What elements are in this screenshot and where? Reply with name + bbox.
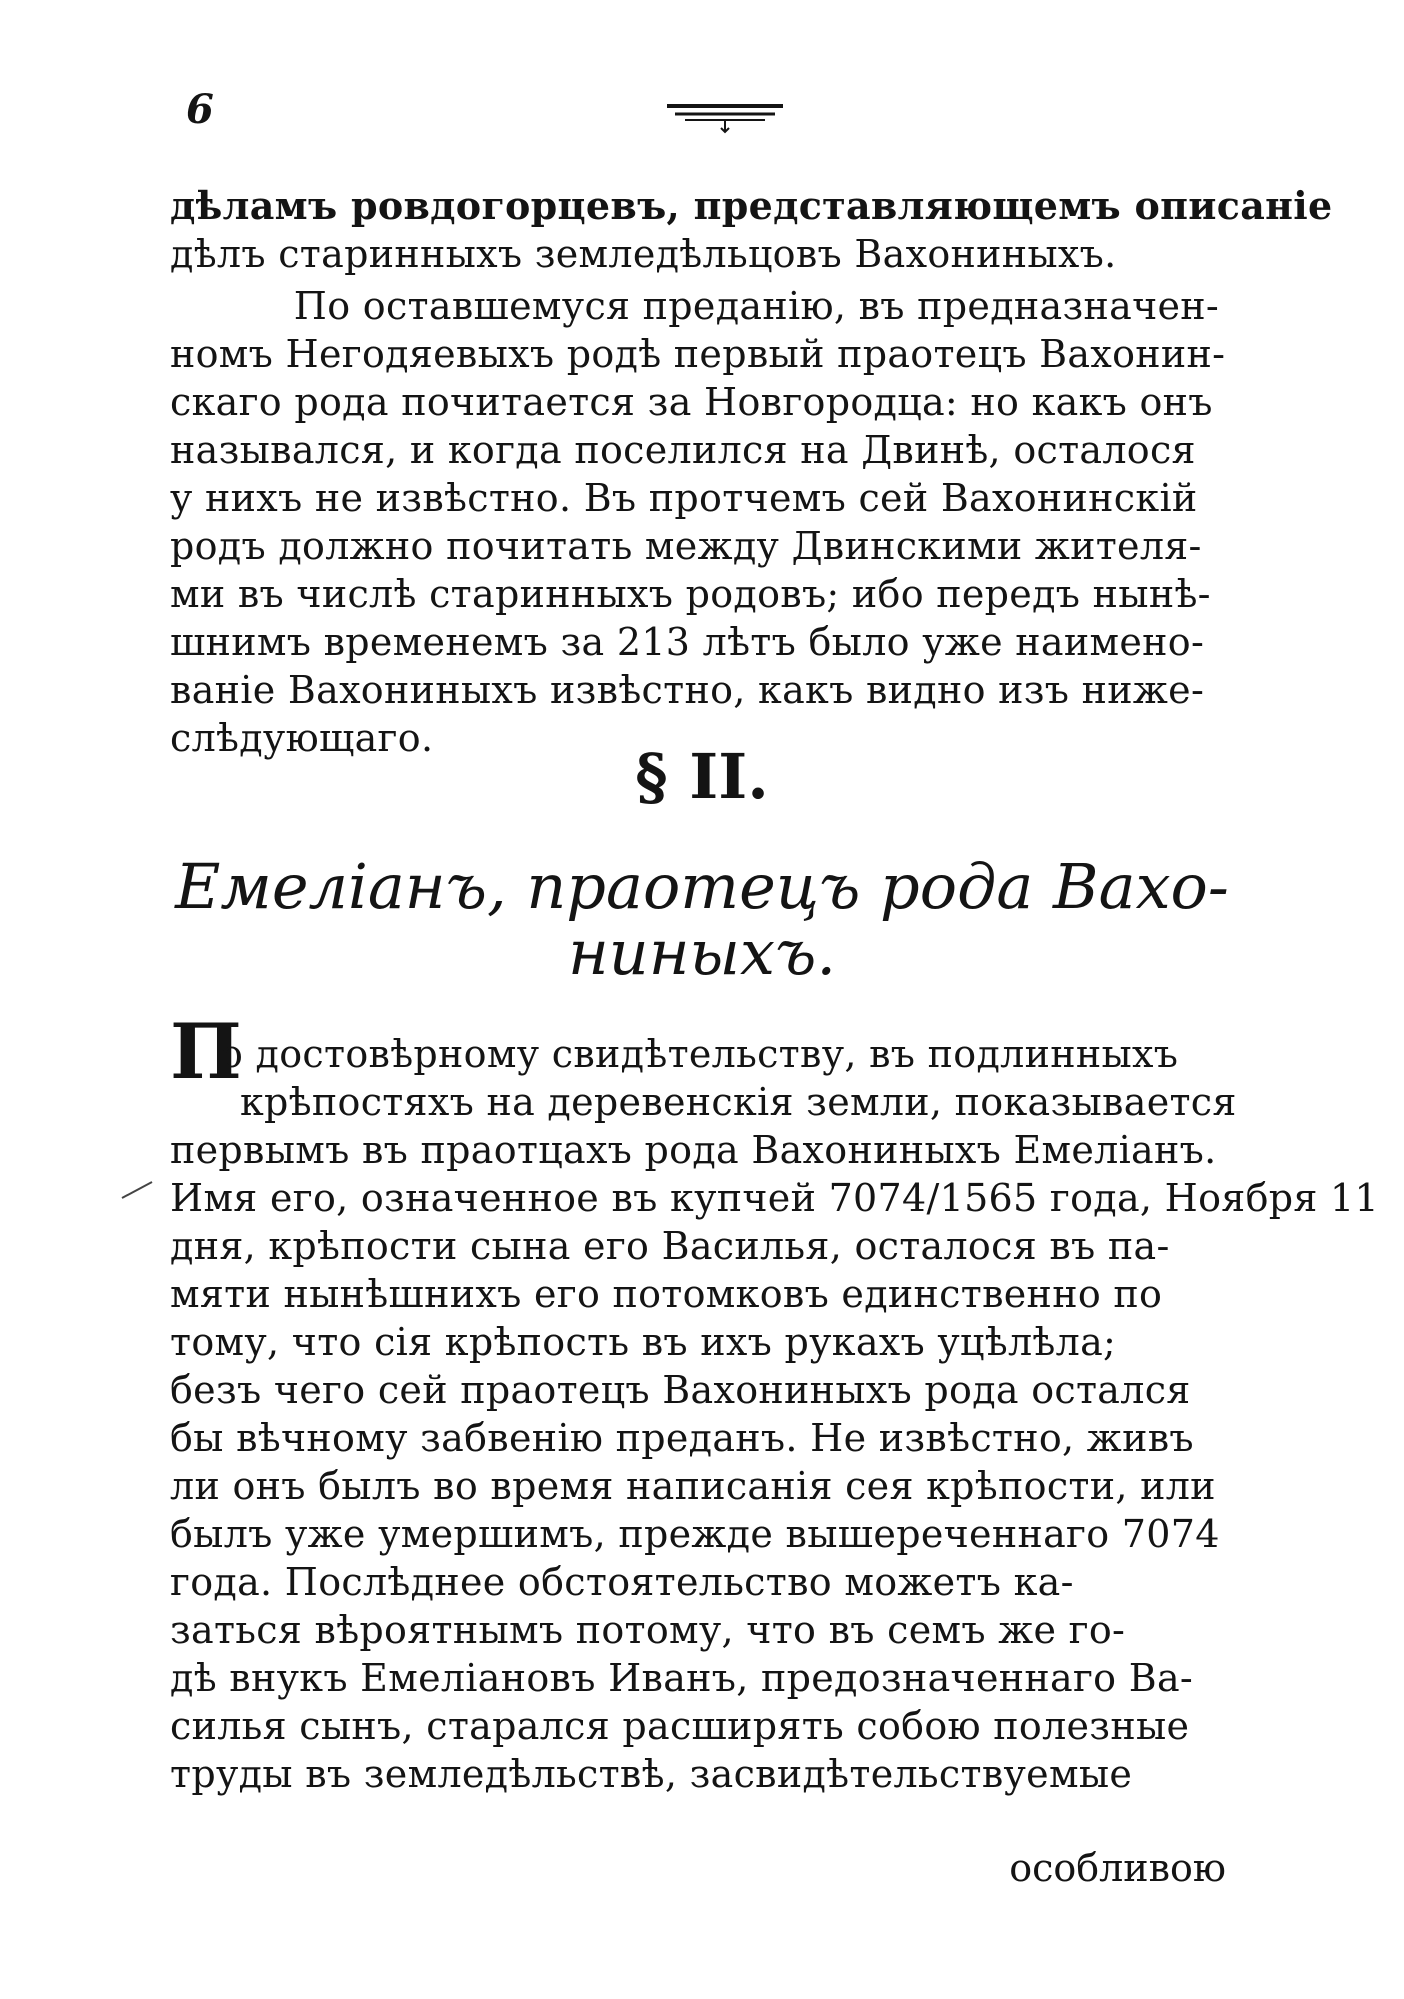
intro-line-9: ми въ числѣ старинныхъ родовъ; ибо передъ нынѣ- [170,572,1211,616]
body-line-6: мяти нынѣшнихъ его потомковъ единственно по [170,1272,1163,1316]
body-line-3: первымъ въ праотцахъ рода Вахониныхъ Емеліанъ. [170,1128,1217,1172]
body-line-2: крѣпостяхъ на деревенскія земли, показывается [240,1080,1237,1124]
body-line-14: дѣ внукъ Емеліановъ Иванъ, предозначеннаго Ва- [170,1656,1194,1700]
intro-line-11: ваніе Вахониныхъ извѣстно, какъ видно изъ ниже- [170,668,1205,712]
body-line-15: силья сынъ, старался расширять собою полезные [170,1704,1190,1748]
section-heading-line-1: Емеліанъ, праотецъ рода Вахо- [175,850,1229,923]
section-mark: § II. [635,740,769,813]
margin-pencil-mark [120,1180,154,1200]
page-number: 6 [186,86,214,133]
body-line-8: безъ чего сей праотецъ Вахониныхъ рода остался [170,1368,1191,1412]
intro-line-5: скаго рода почитается за Новгородца: но какъ онъ [170,380,1213,424]
body-line-1: о достовѣрному свидѣтельству, въ подлинныхъ [220,1032,1179,1076]
body-line-4: Имя его, означенное въ купчей 7074/1565 года, Ноября 11 [170,1176,1379,1220]
intro-line-10: шнимъ временемъ за 213 лѣтъ было уже наимено- [170,620,1205,664]
intro-line-7: у нихъ не извѣстно. Въ протчемъ сей Вахонинскій [170,476,1198,520]
body-line-12: года. Послѣднее обстоятельство можетъ ка- [170,1560,1074,1604]
body-line-11: былъ уже умершимъ, прежде вышереченнаго 7074 [170,1512,1220,1556]
body-line-5: дня, крѣпости сына его Василья, осталося въ па- [170,1224,1170,1268]
headpiece-rule-ornament [665,96,785,136]
intro-line-8: родъ должно почитать между Двинскими жителя- [170,524,1202,568]
body-line-7: тому, что сія крѣпость въ ихъ рукахъ уцѣлѣла; [170,1320,1117,1364]
body-line-16: труды въ земледѣльствѣ, засвидѣтельствуемые [170,1752,1133,1796]
intro-line-6: назывался, и когда поселился на Двинѣ, осталося [170,428,1196,472]
intro-line-3: По оставшемуся преданію, въ предназначен- [170,284,1220,328]
section-heading-line-2: ниныхъ. [567,916,837,989]
body-line-13: заться вѣроятнымъ потому, что въ семъ же го- [170,1608,1126,1652]
body-line-10: ли онъ былъ во время написанія сея крѣпости, или [170,1464,1216,1508]
catchword: особливою [1009,1846,1226,1890]
body-line-9: бы вѣчному забвенію преданъ. Не извѣстно, живъ [170,1416,1194,1460]
drop-cap: П [170,1007,242,1096]
intro-line-2: дѣлъ старинныхъ земледѣльцовъ Вахониныхъ. [170,232,1117,276]
intro-line-1: дѣламъ ровдогорцевъ, представляющемъ описаніе [170,183,1333,228]
intro-line-12: слѣдующаго. [170,716,434,760]
intro-line-4: номъ Негодяевыхъ родѣ первый праотецъ Вахонин- [170,332,1226,376]
